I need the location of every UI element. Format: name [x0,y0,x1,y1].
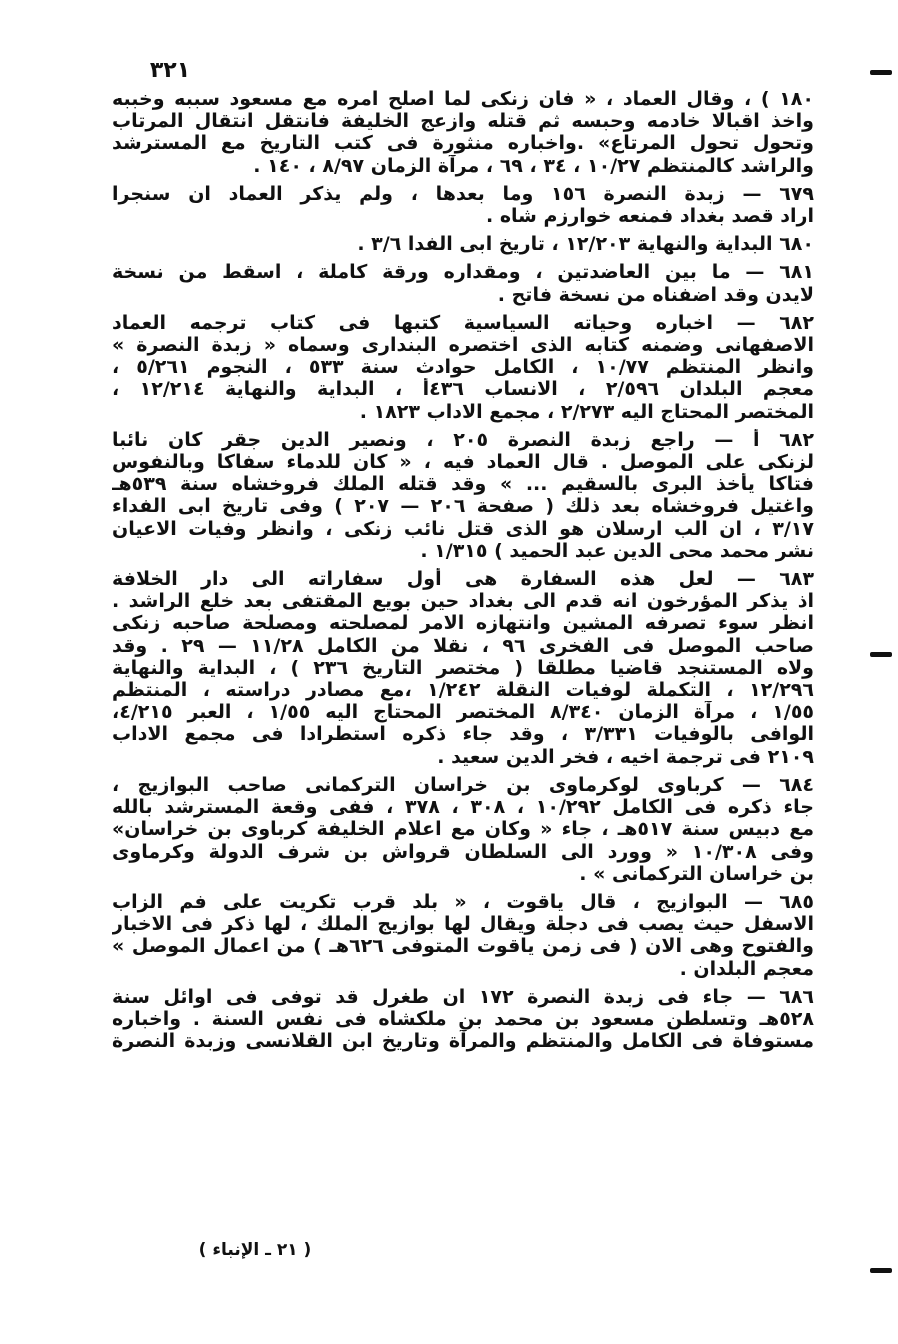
text-line: ٦٨٣ — لعل هذه السفارة هى أول سفاراته الى دار الخلافة [112,568,814,591]
text-line: والراشد كالمنتظم ١٠/٢٧ ، ٣٤ ، ٦٩ ، مرآة الزمان ٨/٩٧ ، ١٤٠ . [253,154,814,177]
page-number: ٣٢١ [149,58,191,83]
signature-mark: ( ٢١ ـ الإنباء ) [198,1240,312,1260]
text-line: واخذ اقبالا خادمه وحبسه ثم قتله وازعج الخليفة فانتقل انتقال المرتاب [112,110,814,133]
text-line: فتاكا يأخذ البرى بالسقيم ... » وقد قتله الملك فروخشاه سنة ٥٣٩هـ [112,473,814,496]
margin-mark [870,1268,892,1273]
text-line: ٦٨٥ — البوازيج ، قال ياقوت ، « بلد قرب تكريت على فم الزاب [112,890,814,913]
text-line: ١٨٠ ) ، وقال العماد ، « فان زنكى لما اصلح امره مع مسعود سببه وخببه [112,88,814,110]
footnotes-block [112,88,814,1058]
text-line: الوافى بالوفيات ٣/٣٣١ ، وقد جاء ذكره استطرادا فى مجمع الاداب [112,723,814,746]
text-line: واغتيل فروخشاه بعد ذلك ( صفحة ٢٠٦ — ٢٠٧ ) وفى تاريخ ابى الفداء [112,495,814,518]
text-line: الاسفل حيث يصب فى دجلة ويقال لها بوازيج الملك ، لها ذكر فى الاخبار [112,913,814,936]
text-line: ١٢/٢٩٦ ، التكملة لوفيات النقلة ١/٢٤٢ ،مع مصادر دراسته ، المنتظم [112,679,814,702]
margin-mark [870,70,892,75]
text-line: بن خراسان التركمانى » . [579,862,814,885]
text-line: جاء ذكره فى الكامل ١٠/٢٩٢ ، ٣٠٨ ، ٣٧٨ ، ففى وقعة المسترشد بالله [112,796,814,819]
footnote-continuation [112,88,814,177]
text-line: وانظر المنتظم ١٠/٧٧ ، الكامل حوادث سنة ٥٣٣ ، النجوم ٥/٢٦١ ، [112,356,814,379]
footnote-684 [112,774,814,885]
text-line: ٦٨٢ أ — راجع زبدة النصرة ٢٠٥ ، ونصير الدين جقر كان نائبا [112,428,814,451]
text-line: الاصفهانى وضمنه كتابه الذى اختصره البندارى وسماه « زبدة النصرة » [112,334,814,357]
text-line: نشر محمد محى الدين عبد الحميد ) ١/٣١٥ . [420,539,814,562]
text-line: لايدن وقد اضفناه من نسخة فاتح . [497,283,814,306]
text-line: اذ يذكر المؤرخون انه قدم الى بغداد حين بويع المقتفى بعد خلع الراشد . [112,590,814,613]
footnote-680 [112,233,814,255]
text-line: مستوفاة فى الكامل والمنتظم والمرآة وتاريخ ابن القلانسى وزبدة النصرة [112,1030,814,1053]
text-line: اراد قصد بغداد فمنعه خوارزم شاه . [486,205,814,228]
text-line: لزنكى على الموصل . قال العماد فيه ، « كان للدماء سفاكا وبالنفوس [112,451,814,474]
text-line: ولاه المستنجد قاضيا مطلقا ( مختصر التاريخ ٢٣٦ ) ، البداية والنهاية [112,656,814,679]
text-line: ٦٨٤ — كرباوى لوكرماوى بن خراسان التركمانى صاحب البوازيج ، [112,773,814,796]
footnote-681 [112,261,814,305]
text-line: معجم البلدان . [679,957,814,980]
footnote-683 [112,568,814,768]
text-line: وتحول تحول المرتاع» .واخباره منثورة فى كتب التاريخ مع المسترشد [112,132,814,155]
text-line: وفى ١٠/٣٠٨ « وورد الى السلطان قرواش بن شرف الدولة وكرماوى [112,840,814,863]
margin-mark [870,652,892,657]
text-line: معجم البلدان ٢/٥٩٦ ، الانساب ٤٣٦أ ، البداية والنهاية ١٢/٢١٤ ، [112,378,814,401]
text-line: ٥٢٨هـ وتسلطن مسعود بن محمد بن ملكشاه فى نفس السنة . واخباره [112,1007,814,1030]
footnote-685 [112,891,814,980]
text-line: مع دبيس سنة ٥١٧هـ ، جاء « وكان مع اعلام الخليفة كرباوى بن خراسان» [112,818,814,841]
text-line: ٦٧٩ — زبدة النصرة ١٥٦ وما بعدها ، ولم يذكر العماد ان سنجرا [112,182,814,205]
text-line: ٦٨١ — ما بين العاضدتين ، ومقداره ورقة كاملة ، اسقط من نسخة [112,261,814,284]
text-line: ٦٨٦ — جاء فى زبدة النصرة ١٧٢ ان طغرل قد توفى فى اوائل سنة [112,985,814,1008]
text-line: والفتوح وهى الان ( فى زمن ياقوت المتوفى ٦٢٦هـ ) من اعمال الموصل » [112,935,814,958]
text-line: ١/٥٥ ، مرآة الزمان ٨/٣٤٠ المختصر المحتاج اليه ١/٥٥ ، العبر ٤/٢١٥، [112,701,814,724]
text-line: ٦٨٢ — اخباره وحياته السياسية كتبها فى كتاب ترجمه العماد [112,311,814,334]
footnote-686 [112,986,814,1053]
text-line: صاحب الموصل فى الفخرى ٩٦ ، نقلا من الكامل ١١/٢٨ — ٢٩ . وقد [112,634,814,657]
footnote-679 [112,183,814,227]
text-line: ٢١٠٩ فى ترجمة اخيه ، فخر الدين سعيد . [437,745,814,768]
text-line: ٣/١٧ ، ان الب ارسلان هو الذى قتل نائب زنكى ، وانظر وفيات الاعيان [112,517,814,540]
text-line: انظر سوء تصرفه المشين وانتهازه الامر لمصلحته ومصلحة صاحبه زنكى [112,612,814,635]
footnote-682a [112,429,814,562]
text-line: ٦٨٠ البداية والنهاية ١٢/٢٠٣ ، تاريخ ابى الفدا ٣/٦ . [357,233,814,256]
text-line: المختصر المحتاج اليه ٢/٢٧٣ ، مجمع الاداب ١٨٢٣ . [359,400,814,423]
footnote-682 [112,312,814,423]
